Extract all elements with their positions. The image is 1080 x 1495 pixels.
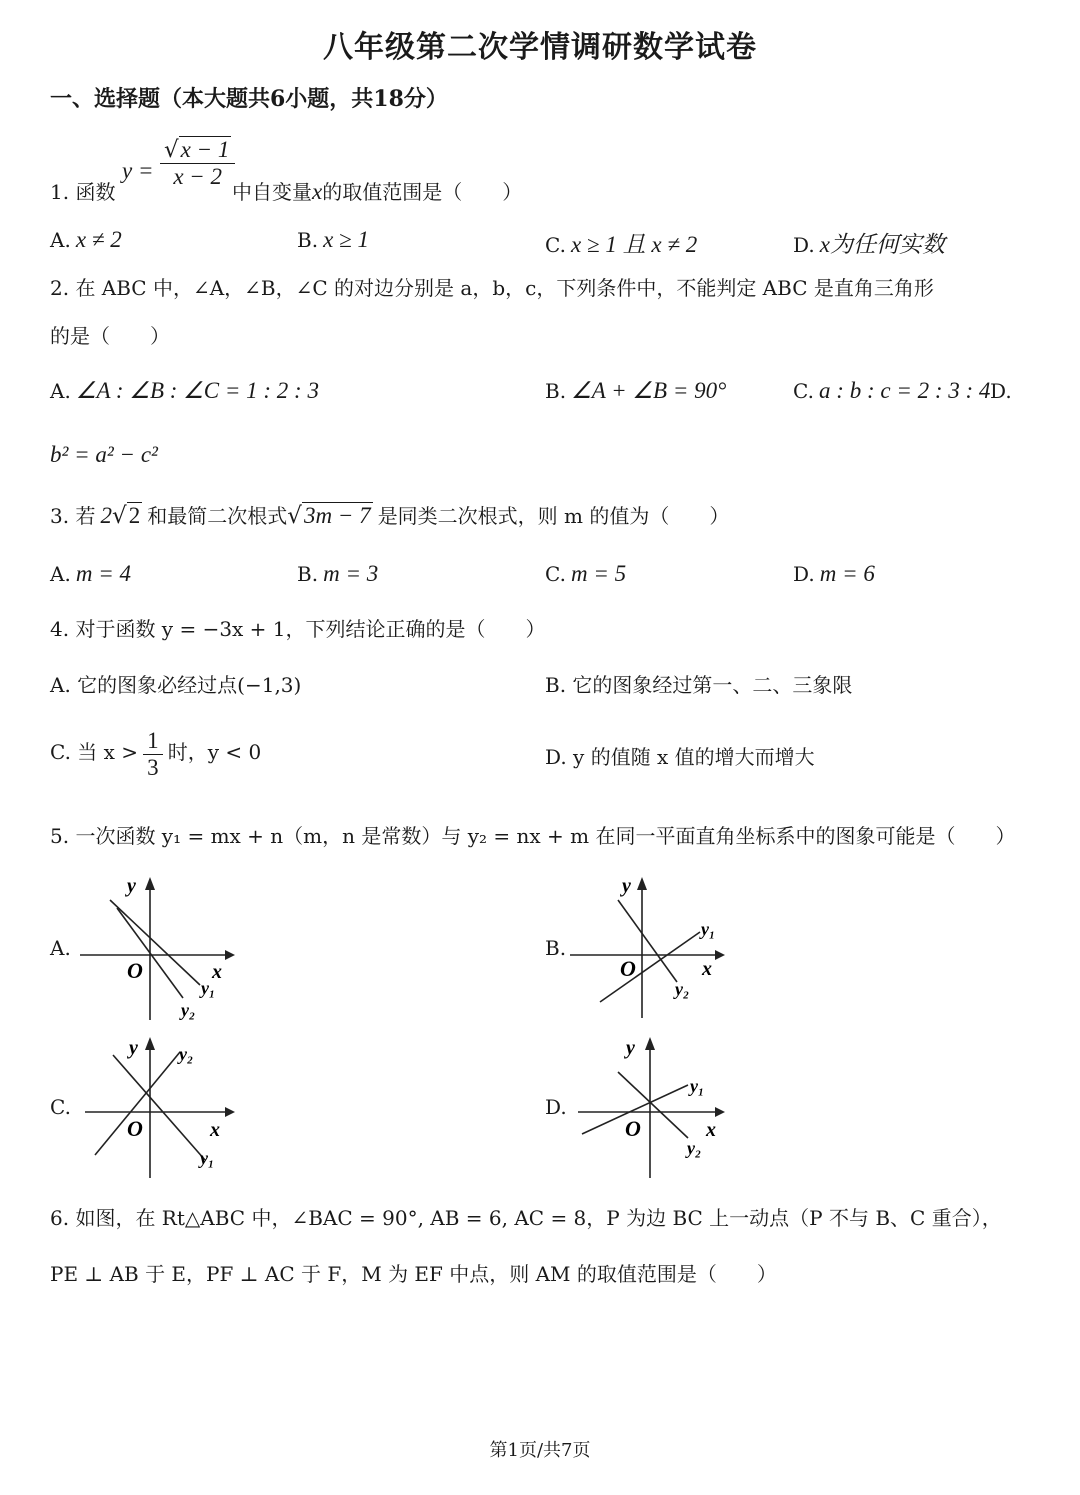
y-label: y (622, 875, 631, 897)
q2-option-a: A. ∠A : ∠B : ∠C = 1 : 2 : 3 (50, 378, 319, 403)
x-label: x (702, 958, 712, 980)
top-edge-mark (50, 0, 300, 6)
q5-label-d: D. (545, 1095, 567, 1119)
x-label: x (706, 1119, 716, 1141)
q4-stem: 4. 对于函数 y = −3x + 1，下列结论正确的是（ ） (50, 617, 546, 641)
q3-stem: 3. 若 2√2 和最简二次根式√3m − 7 是同类二次根式，则 m 的值为（ ） (50, 503, 730, 529)
q3-option-c: C. m = 5 (545, 561, 627, 586)
q5-label-a: A. (50, 936, 71, 960)
q5-label-c: C. (50, 1095, 71, 1119)
x-label: x (212, 961, 222, 983)
page-footer: 第1页/共7页 (489, 1440, 591, 1461)
q1-option-b: B. x ≥ 1 (297, 227, 369, 252)
q5-graph-a (75, 870, 240, 1025)
q1-option-a: A. x ≠ 2 (50, 227, 122, 252)
q2-option-c: C. a : b : c = 2 : 3 : 4 (793, 378, 991, 403)
origin-label: O (127, 958, 143, 983)
q3-option-a: A. m = 4 (50, 561, 132, 586)
q1-stem: 中自变量x的取值范围是（ ） (232, 179, 523, 204)
line-y1 (113, 1055, 205, 1160)
q1-option-d: D. x为任何实数 (793, 232, 945, 257)
y1-label: y₁ (201, 978, 216, 998)
q3-option-b: B. m = 3 (297, 561, 379, 586)
y2-label: y₂ (687, 1138, 702, 1158)
q2-stem-line2: 的是（ ） (50, 324, 170, 348)
q6-stem-line1: 6. 如图，在 Rt△ABC 中，∠BAC = 90°, AB = 6, AC = 8，P 为边 BC 上一动点（P 不与 B、C 重合）， (50, 1206, 1002, 1230)
y2-label: y₂ (181, 1000, 196, 1020)
y2-label: y₂ (179, 1044, 194, 1064)
origin-label: O (127, 1116, 143, 1141)
q4-fraction: $\frac{1}{3}$ (143, 728, 163, 781)
y-label: y (127, 875, 136, 897)
q5-graph-c (75, 1030, 240, 1180)
section-heading: 一、选择题（本大题共6小题，共18分） (50, 86, 448, 112)
exam-title: 八年级第二次学情调研数学试卷 (323, 30, 757, 65)
q5-graph-d (570, 1030, 735, 1180)
q1-y-equals: y = (122, 158, 154, 183)
y1-label: y₁ (690, 1076, 705, 1096)
y-label: y (626, 1037, 635, 1059)
q1-fraction (160, 136, 235, 190)
y1-label: y₁ (701, 919, 716, 939)
q4-option-d: D. y 的值随 x 值的增大而增大 (545, 745, 815, 769)
q5-stem: 5. 一次函数 y₁ = mx + n（m，n 是常数）与 y₂ = nx + m 在同一平面直角坐标系中的图象可能是（ ） (50, 824, 1016, 848)
q4-option-a: A. 它的图象必经过点(−1,3) (50, 673, 302, 697)
q1-option-c: C. x ≥ 1 且 x ≠ 2 (545, 232, 698, 257)
q2-option-d-text: b² = a² − c² (50, 442, 158, 467)
y1-label: y₁ (200, 1148, 215, 1168)
q4-option-b: B. 它的图象经过第一、二、三象限 (545, 673, 853, 697)
origin-label: O (625, 1116, 641, 1141)
q1-numerator: √x − 1 (160, 136, 235, 164)
y2-label: y₂ (675, 979, 690, 999)
q1-denominator: x − 2 (173, 164, 223, 189)
origin-label: O (620, 956, 636, 981)
q6-stem-line2: PE ⊥ AB 于 E，PF ⊥ AC 于 F，M 为 EF 中点，则 AM 的取值范围是（ ） (50, 1262, 777, 1286)
q4-option-c: C. 当 x > $\frac{1}{3}$ 时，y < 0 (50, 728, 262, 780)
q2-stem-line1: 2. 在 ABC 中，∠A，∠B，∠C 的对边分别是 a，b，c，下列条件中，不能判定 ABC 是直角三角形 (50, 276, 934, 300)
x-label: x (210, 1119, 220, 1141)
q2-option-d-letter: D. (990, 379, 1012, 403)
q5-graph-b (565, 870, 735, 1025)
q2-option-b: B. ∠A + ∠B = 90° (545, 378, 727, 403)
q5-label-b: B. (545, 936, 567, 960)
line-y1 (110, 900, 200, 985)
q1-number: 1. 函数 (50, 180, 116, 204)
y-label: y (129, 1037, 138, 1059)
q3-option-d: D. m = 6 (793, 561, 875, 586)
